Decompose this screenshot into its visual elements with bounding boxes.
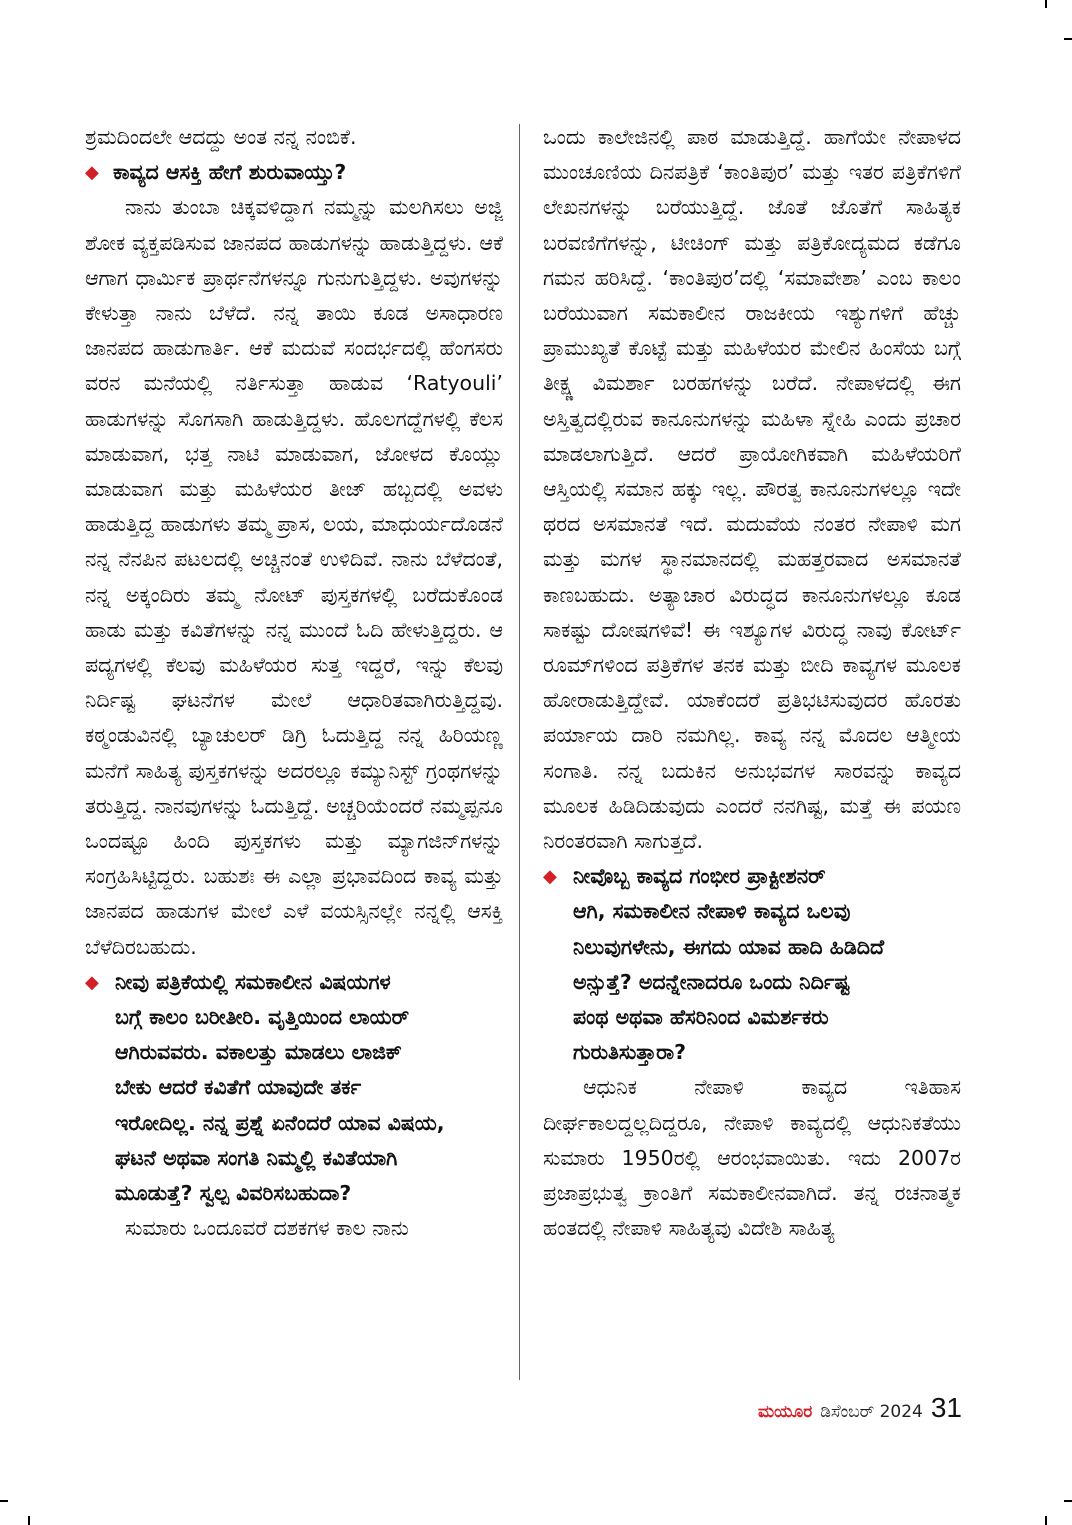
crop-mark-left-bottom [0, 1500, 8, 1502]
question-line: ಪಂಥ ಅಥವಾ ಹೆಸರಿನಿಂದ ವಿಮರ್ಶಕರು [573, 1005, 829, 1030]
question-line: ಆಗಿರುವವರು. ವಕಾಲತ್ತು ಮಾಡಲು ಲಾಜಿಕ್ [115, 1040, 402, 1065]
page-footer [700, 1392, 962, 1432]
article-left-column [85, 120, 503, 1247]
question-line: ಅನ್ಸುತ್ತೆ? ಅದನ್ನೇನಾದರೂ ಒಂದು ನಿರ್ದಿಷ್ಟ [573, 969, 850, 994]
crop-mark-right-bottom [1064, 1500, 1072, 1502]
page-number: 31 [930, 1392, 962, 1423]
paragraph: ಸುಮಾರು ಒಂದೂವರೆ ದಶಕಗಳ ಕಾಲ ನಾನು [125, 1216, 409, 1241]
question-line: ನಿಲುವುಗಳೇನು, ಈಗದು ಯಾವ ಹಾದಿ ಹಿಡಿದಿದೆ [573, 934, 885, 959]
article-right-column [543, 120, 961, 1247]
crop-mark-bottom-left [28, 1516, 30, 1525]
question-text: ಕಾವ್ಯದ ಆಸಕ್ತಿ ಹೇಗೆ ಶುರುವಾಯ್ತು? [113, 160, 347, 185]
red-diamond-bullet-icon: ◆ [85, 971, 99, 993]
question-line: ಬಗ್ಗೆ ಕಾಲಂ ಬರೀತೀರಿ. ವೃತ್ತಿಯಿಂದ ಲಾಯರ್ [115, 1005, 410, 1030]
question-line: ಘಟನೆ ಅಥವಾ ಸಂಗತಿ ನಿಮ್ಮಲ್ಲಿ ಕವಿತೆಯಾಗಿ [115, 1145, 398, 1170]
question-heading [85, 965, 503, 1211]
question-line: ಇರೋದಿಲ್ಲ. ನನ್ನ ಪ್ರಶ್ನೆ ಏನೆಂದರೆ ಯಾವ ವಿಷಯ, [115, 1110, 445, 1135]
question-heading [85, 155, 503, 190]
question-line: ಮೂಡುತ್ತೆ? ಸ್ವಲ್ಪ ವಿವರಿಸಬಹುದಾ? [115, 1181, 352, 1206]
question-line: ಗುರುತಿಸುತ್ತಾರಾ? [573, 1040, 687, 1065]
red-diamond-bullet-icon: ◆ [543, 866, 557, 888]
paragraph: ಆಧುನಿಕ ನೇಪಾಳಿ ಕಾವ್ಯದ ಇತಿಹಾಸ ದೀರ್ಘಕಾಲದ್ದಲ್ಲದಿದ್ದರೂ, ನೇಪಾಳಿ ಕಾವ್ಯದಲ್ಲಿ ಆಧುನಿಕತೆಯು ಸುಮಾರು 1950ರಲ್ಲಿ ಆರಂಭವಾಯಿತು. ಇದು 2007ರ ಪ್ರಜಾಪ್ರಭುತ್ವ ಕ್ರಾಂತಿಗೆ ಸಮಕಾಲೀನವಾಗಿದೆ. ತನ್ನ ರಚನಾತ್ಮಕ ಹಂತದಲ್ಲಿ ನೇಪಾಳಿ ಸಾಹಿತ್ಯವು ವಿದೇಶಿ ಸಾಹಿತ್ಯ [543, 1075, 961, 1241]
paragraph: ಒಂದು ಕಾಲೇಜಿನಲ್ಲಿ ಪಾಠ ಮಾಡುತ್ತಿದ್ದೆ. ಹಾಗೆಯೇ ನೇಪಾಳದ ಮುಂಚೂಣಿಯ ದಿನಪತ್ರಿಕೆ ‘ಕಾಂತಿಪುರ’ ಮತ್ತು ಇತರ ಪತ್ರಿಕೆಗಳಿಗೆ ಲೇಖನಗಳನ್ನು ಬರೆಯುತ್ತಿದ್ದೆ. ಜೊತೆ ಜೊತೆಗೆ ಸಾಹಿತ್ಯಕ ಬರವಣಿಗೆಗಳನ್ನು, ಟೀಚಿಂಗ್ ಮತ್ತು ಪತ್ರಿಕೋದ್ಯಮದ ಕಡೆಗೂ ಗಮನ ಹರಿಸಿದ್ದೆ. ‘ಕಾಂತಿಪುರ’ದಲ್ಲಿ ‘ಸಮಾವೇಶಾ’ ಎಂಬ ಕಾಲಂ ಬರೆಯುವಾಗ ಸಮಕಾಲೀನ ರಾಜಕೀಯ ಇಶ್ಯುಗಳಿಗೆ ಹೆಚ್ಚು ಪ್ರಾಮುಖ್ಯತೆ ಕೊಟ್ಟೆ ಮತ್ತು ಮಹಿಳೆಯರ ಮೇಲಿನ ಹಿಂಸೆಯ ಬಗ್ಗೆ ತೀಕ್ಷ್ಣ ವಿಮರ್ಶಾ ಬರಹಗಳನ್ನು ಬರೆದೆ. ನೇಪಾಳದಲ್ಲಿ ಈಗ ಅಸ್ತಿತ್ವದಲ್ಲಿರುವ ಕಾನೂನುಗಳನ್ನು ಮಹಿಳಾ ಸ್ನೇಹಿ ಎಂದು ಪ್ರಚಾರ ಮಾಡಲಾಗುತ್ತಿದೆ. ಆದರೆ ಪ್ರಾಯೋಗಿಕವಾಗಿ ಮಹಿಳೆಯರಿಗೆ ಆಸ್ತಿಯಲ್ಲಿ ಸಮಾನ ಹಕ್ಕು ಇಲ್ಲ. ಪೌರತ್ವ ಕಾನೂನುಗಳಲ್ಲೂ ಇದೇ ಥರದ ಅಸಮಾನತೆ ಇದೆ. ಮದುವೆಯ ನಂತರ ನೇಪಾಳಿ ಮಗ ಮತ್ತು ಮಗಳ ಸ್ಥಾನಮಾನದಲ್ಲಿ ಮಹತ್ತರವಾದ ಅಸಮಾನತೆ ಕಾಣಬಹುದು. ಅತ್ಯಾಚಾರ ವಿರುದ್ಧದ ಕಾನೂನುಗಳಲ್ಲೂ ಕೂಡ ಸಾಕಷ್ಟು ದೋಷಗಳಿವೆ! ಈ ಇಶ್ಯೂಗಳ ವಿರುದ್ಧ ನಾವು ಕೋರ್ಟ್ ರೂಮ್‌ಗಳಿಂದ ಪತ್ರಿಕೆಗಳ ತನಕ ಮತ್ತು ಬೀದಿ ಕಾವ್ಯಗಳ ಮೂಲಕ ಹೋರಾಡುತ್ತಿದ್ದೇವೆ. ಯಾಕೆಂದರೆ ಪ್ರತಿಭಟಿಸುವುದರ ಹೊರತು ಪರ್ಯಾಯ ದಾರಿ ನಮಗಿಲ್ಲ. ಕಾವ್ಯ ನನ್ನ ಮೊದಲ ಆತ್ಮೀಯ ಸಂಗಾತಿ. ನನ್ನ ಬದುಕಿನ ಅನುಭವಗಳ ಸಾರವನ್ನು ಕಾವ್ಯದ ಮೂಲಕ ಹಿಡಿದಿಡುವುದು ಎಂದರೆ ನನಗಿಷ್ಟ, ಮತ್ತೆ ಈ ಪಯಣ ನಿರಂತರವಾಗಿ ಸಾಗುತ್ತದೆ. [543, 125, 961, 854]
paragraph: ನಾನು ತುಂಬಾ ಚಿಕ್ಕವಳಿದ್ದಾಗ ನಮ್ಮನ್ನು ಮಲಗಿಸಲು ಅಜ್ಜಿ ಶೋಕ ವ್ಯಕ್ತಪಡಿಸುವ ಜಾನಪದ ಹಾಡುಗಳನ್ನು ಹಾಡುತ್ತಿದ್ದಳು. ಆಕೆ ಆಗಾಗ ಧಾರ್ಮಿಕ ಪ್ರಾರ್ಥನೆಗಳನ್ನೂ ಗುನುಗುತ್ತಿದ್ದಳು. ಅವುಗಳನ್ನು ಕೇಳುತ್ತಾ ನಾನು ಬೆಳೆದೆ. ನನ್ನ ತಾಯಿ ಕೂಡ ಅಸಾಧಾರಣ ಜಾನಪದ ಹಾಡುಗಾರ್ತಿ. ಆಕೆ ಮದುವೆ ಸಂದರ್ಭದಲ್ಲಿ ಹೆಂಗಸರು ವರನ ಮನೆಯಲ್ಲಿ ನರ್ತಿಸುತ್ತಾ ಹಾಡುವ ‘Ratyouli’ ಹಾಡುಗಳನ್ನು ಸೊಗಸಾಗಿ ಹಾಡುತ್ತಿದ್ದಳು. ಹೊಲಗದ್ದೆಗಳಲ್ಲಿ ಕೆಲಸ ಮಾಡುವಾಗ, ಭತ್ತ ನಾಟಿ ಮಾಡುವಾಗ, ಜೋಳದ ಕೊಯ್ಲು ಮಾಡುವಾಗ ಮತ್ತು ಮಹಿಳೆಯರ ತೀಜ್ ಹಬ್ಬದಲ್ಲಿ ಅವಳು ಹಾಡುತ್ತಿದ್ದ ಹಾಡುಗಳು ತಮ್ಮ ಪ್ರಾಸ, ಲಯ, ಮಾಧುರ್ಯದೊಡನೆ ನನ್ನ ನೆನಪಿನ ಪಟಲದಲ್ಲಿ ಅಚ್ಚಿನಂತೆ ಉಳಿದಿವೆ. ನಾನು ಬೆಳೆದಂತೆ, ನನ್ನ ಅಕ್ಕಂದಿರು ತಮ್ಮ ನೋಟ್ ಪುಸ್ತಕಗಳಲ್ಲಿ ಬರೆದುಕೊಂಡ ಹಾಡು ಮತ್ತು ಕವಿತೆಗಳನ್ನು ನನ್ನ ಮುಂದೆ ಓದಿ ಹೇಳುತ್ತಿದ್ದರು. ಆ ಪದ್ಯಗಳಲ್ಲಿ ಕೆಲವು ಮಹಿಳೆಯರ ಸುತ್ತ ಇದ್ದರೆ, ಇನ್ನು ಕೆಲವು ನಿರ್ದಿಷ್ಟ ಘಟನೆಗಳ ಮೇಲೆ ಆಧಾರಿತವಾಗಿರುತ್ತಿದ್ದವು. ಕಠ್ಮಂಡುವಿನಲ್ಲಿ ಬ್ಯಾಚುಲರ್ ಡಿಗ್ರಿ ಓದುತ್ತಿದ್ದ ನನ್ನ ಹಿರಿಯಣ್ಣ ಮನೆಗೆ ಸಾಹಿತ್ಯ ಪುಸ್ತಕಗಳನ್ನು ಅದರಲ್ಲೂ ಕಮ್ಯುನಿಸ್ಟ್ ಗ್ರಂಥಗಳನ್ನು ತರುತ್ತಿದ್ದ. ನಾನವುಗಳನ್ನು ಓದುತ್ತಿದ್ದೆ. ಅಚ್ಚರಿಯೆಂದರೆ ನಮ್ಮಪ್ಪನೂ ಒಂದಷ್ಟೂ ಹಿಂದಿ ಪುಸ್ತಕಗಳು ಮತ್ತು ಮ್ಯಾಗಜಿನ್‌ಗಳನ್ನು ಸಂಗ್ರಹಿಸಿಟ್ಟಿದ್ದರು. ಬಹುಶಃ ಈ ಎಲ್ಲಾ ಪ್ರಭಾವದಿಂದ ಕಾವ್ಯ ಮತ್ತು ಜಾನಪದ ಹಾಡುಗಳ ಮೇಲೆ ಎಳೆ ವಯಸ್ಸಿನಲ್ಲೇ ನನ್ನಲ್ಲಿ ಆಸಕ್ತಿ ಬೆಳೆದಿರಬಹುದು. [85, 195, 503, 959]
crop-mark-right-top [1064, 38, 1072, 40]
crop-mark-top-right [1045, 0, 1047, 8]
question-heading [543, 859, 961, 1070]
question-line: ಆಗಿ, ಸಮಕಾಲೀನ ನೇಪಾಳಿ ಕಾವ್ಯದ ಒಲವು [573, 899, 851, 924]
question-line: ನೀವೊಬ್ಬ ಕಾವ್ಯದ ಗಂಭೀರ ಪ್ರಾಕ್ಟೀಶನರ್ [573, 864, 826, 889]
question-line: ನೀವು ಪತ್ರಿಕೆಯಲ್ಲಿ ಸಮಕಾಲೀನ ವಿಷಯಗಳ [115, 969, 391, 994]
paragraph: ಶ್ರಮದಿಂದಲೇ ಆದದ್ದು ಅಂತ ನನ್ನ ನಂಬಿಕೆ. [85, 125, 357, 149]
red-diamond-bullet-icon: ◆ [85, 162, 99, 184]
column-divider [519, 124, 520, 1380]
crop-mark-bottom-right [1045, 1516, 1047, 1525]
issue-date: ಡಿಸೆಂಬರ್ 2024 [820, 1402, 923, 1422]
magazine-name: ಮಯೂರ [757, 1402, 813, 1422]
question-line: ಬೇಕು ಆದರೆ ಕವಿತೆಗೆ ಯಾವುದೇ ತರ್ಕ [115, 1075, 362, 1100]
